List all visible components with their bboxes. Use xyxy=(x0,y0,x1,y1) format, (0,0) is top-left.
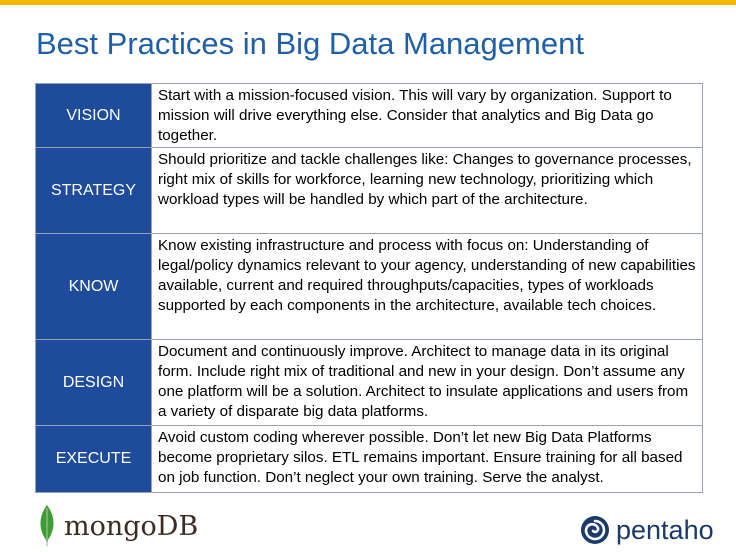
table-row-know xyxy=(36,234,702,340)
row-description: Know existing infrastructure and process with focus on: Understanding of legal/policy dynamics relevant to your agency, understanding of new capabilities available, current and required throughputs/capacities, types of workloads supported by each components in the architecture, available tech choices. xyxy=(158,237,696,314)
pentaho-logo xyxy=(580,512,714,548)
table-row-design xyxy=(36,340,702,426)
row-description: Document and continuously improve. Architect to manage data in its original form. Include right mix of traditional and new in your design. Don’t assume any one platform will be a solution. Architect to insulate applications and users from a variety of disparate big data platforms. xyxy=(158,343,689,420)
pentaho-wordmark: pentaho xyxy=(616,514,714,545)
row-label: STRATEGY xyxy=(36,148,152,233)
page-title: Best Practices in Big Data Management xyxy=(36,26,584,61)
table-row-execute xyxy=(36,426,702,492)
leaf-icon xyxy=(36,504,58,548)
row-label: EXECUTE xyxy=(36,426,152,492)
table-row-vision xyxy=(36,84,702,148)
table-row-strategy xyxy=(36,148,702,234)
top-accent-bar xyxy=(0,0,736,5)
row-label: VISION xyxy=(36,84,152,147)
row-label: KNOW xyxy=(36,234,152,339)
row-description: Start with a mission-focused vision. This will vary by organization. Support to mission will drive everything else. Consider that analytics and Big Data go together. xyxy=(158,87,672,144)
row-label: DESIGN xyxy=(36,340,152,425)
row-description: Avoid custom coding wherever possible. Don’t let new Big Data Platforms become proprietary silos. ETL remains important. Ensure training for all based on job function. Don’t neglect your own training. Serve the analyst. xyxy=(158,429,683,486)
mongodb-wordmark: mongoDB xyxy=(64,510,199,542)
row-description: Should prioritize and tackle challenges like: Changes to governance processes, right mix of skills for workforce, learning new technology, prioritizing which workload types will be handled by which part of the architecture. xyxy=(158,151,692,208)
spiral-icon xyxy=(580,515,610,545)
practices-table xyxy=(35,83,703,493)
mongodb-logo xyxy=(36,504,198,548)
